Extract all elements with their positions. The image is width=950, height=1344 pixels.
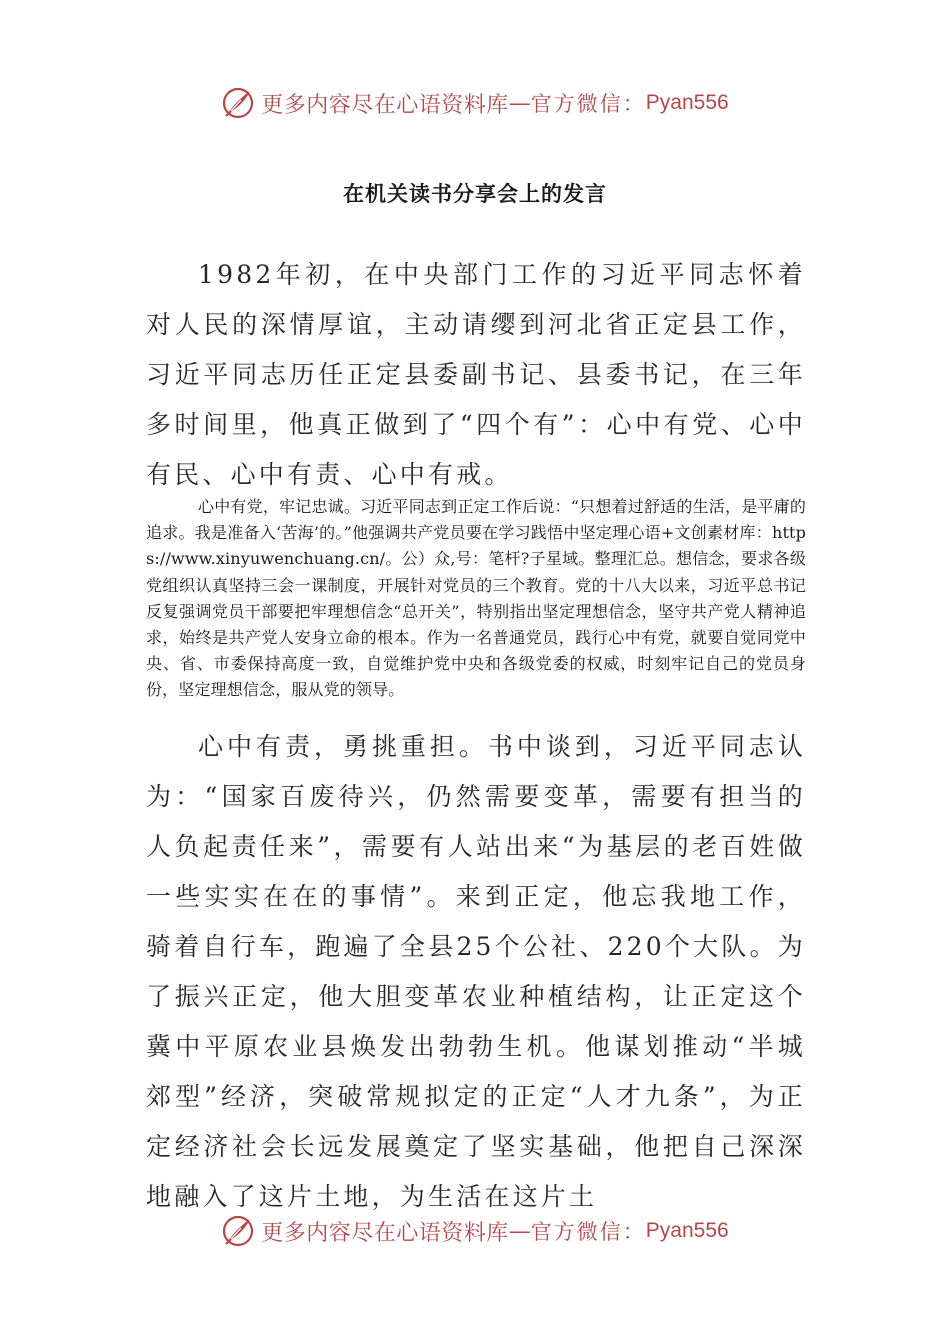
paragraph-loyalty: 心中有党，牢记忠诚。习近平同志到正定工作后说：“只想着过舒适的生活，是平庸的追求。我是准备入‘苦海’的。”他强调共产党员要在学习践悟中坚定理心语+文创素材库：https://www.xinyuwenchuang.cn/。公）众,号：笔杆?子星域。整理汇总。想信念，要求各级党组织认真坚持三会一课制度，开展针对党员的三个教育。党的十八大以来，习近平总书记反复强调党员干部要把牢理想信念“总开关”，特别指出坚定理想信念，坚守共产党人精神追求，始终是共产党人安身立命的根本。作为一名普通党员，践行心中有党，就要自觉同党中央、省、市委保持高度一致，自觉维护党中央和各级党委的权威，时刻牢记自己的党员身份，坚定理想信念，服从党的领导。 [146, 497, 806, 700]
header-banner [0, 78, 950, 128]
banner-wechat-id: Pyan556 [645, 1219, 729, 1242]
footer-banner [0, 1206, 950, 1256]
banner-wechat-label: 官方微信： [530, 1220, 646, 1244]
paragraph-responsibility: 心中有责，勇挑重担。书中谈到，习近平同志认为：“国家百废待兴，仍然需要变革，需要有担当的人负起责任来”，需要有人站出来“为基层的老百姓做一些实实在在的事情”。来到正定，他忘我地工作，骑着自行车，跑遍了全县25个公社、220个大队。为了振兴正定，他大胆变革农业种植结构，让正定这个冀中平原农业县焕发出勃勃生机。他谋划推动“半城郊型”经济，突破常规拟定的正定“人才九条”，为正定经济社会长远发展奠定了坚实基础，他把自己深深地融入了这片土地，为生活在这片土 [146, 732, 806, 1211]
banner-brand-text: 更多内容尽在心语资料库 [261, 92, 509, 118]
banner-brand-text: 更多内容尽在心语资料库 [261, 1220, 509, 1246]
paragraph-intro: 1982年初，在中央部门工作的习近平同志怀着对人民的深情厚谊，主动请缨到河北省正定县工作，习近平同志历任正定县委副书记、县委书记，在三年多时间里，他真正做到了“四个有”：心中有党、心中有民、心中有责、心中有戒。 [146, 260, 806, 489]
document-title: 在机关读书分享会上的发言 [343, 182, 607, 206]
banner-separator: — [508, 1218, 531, 1244]
banner-wechat-id: Pyan556 [645, 91, 729, 114]
quill-pen-logo-icon [221, 86, 255, 120]
quill-pen-logo-icon [221, 1214, 255, 1248]
banner-wechat-label: 官方微信： [530, 92, 646, 116]
banner-separator: — [508, 90, 531, 116]
